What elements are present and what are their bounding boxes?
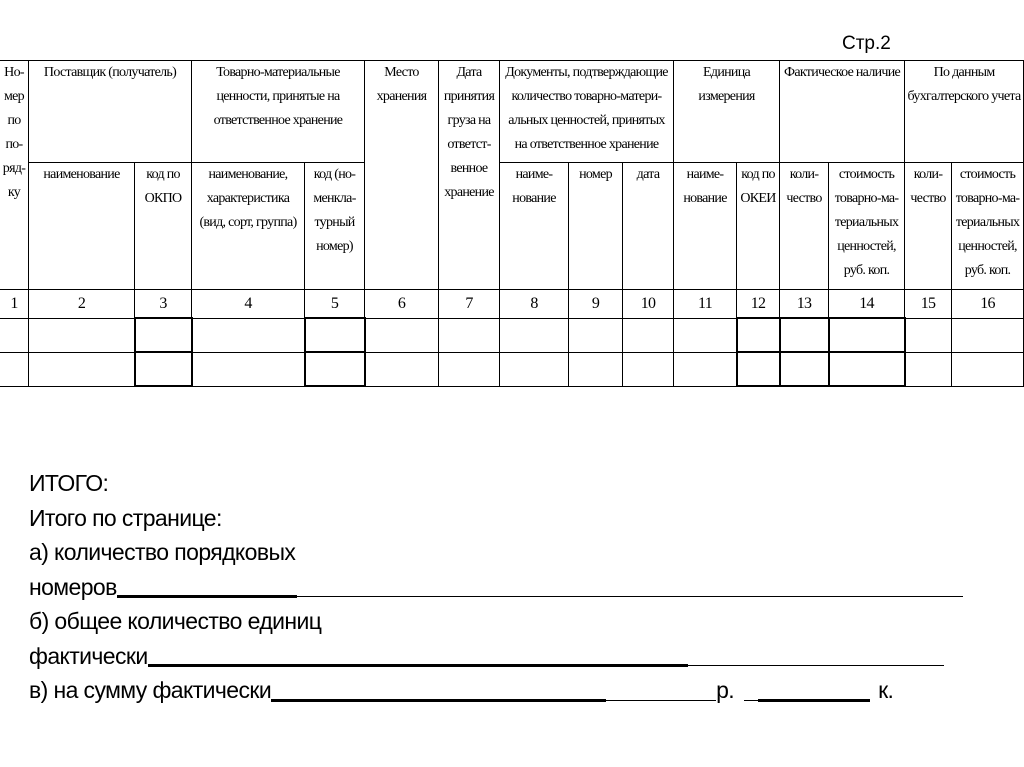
sum-line	[29, 673, 963, 708]
table-cell[interactable]	[905, 352, 952, 386]
table-cell[interactable]	[569, 318, 623, 352]
table-cell[interactable]	[29, 318, 135, 352]
table-cell[interactable]	[305, 318, 365, 352]
column-number: 10	[623, 290, 674, 319]
table-cell[interactable]	[780, 318, 829, 352]
kop-label: к.	[878, 677, 894, 703]
table-cell[interactable]	[135, 318, 192, 352]
page-number: Стр.2	[842, 33, 891, 54]
column-number: 1	[0, 290, 29, 319]
table-cell[interactable]	[500, 318, 569, 352]
sum-kop-field[interactable]	[758, 699, 870, 702]
table-cell[interactable]	[0, 352, 29, 386]
column-number: 15	[905, 290, 952, 319]
column-number: 2	[29, 290, 135, 319]
ordinal-count-label-2: номеров	[29, 573, 117, 600]
table-cell[interactable]	[439, 318, 500, 352]
column-number: 11	[674, 290, 737, 319]
column-number: 8	[500, 290, 569, 319]
header-num: Но-мер по по-ряд-ку	[0, 61, 29, 290]
table-cell[interactable]	[674, 352, 737, 386]
ordinal-count-field[interactable]	[117, 595, 297, 598]
header-unit: Единица измерения	[674, 61, 780, 163]
header-books: По данным бухгалтерского учета	[905, 61, 1024, 163]
column-number: 3	[135, 290, 192, 319]
sum-rub-field[interactable]	[271, 699, 606, 702]
table-cell[interactable]	[439, 352, 500, 386]
column-number: 16	[952, 290, 1024, 319]
column-number: 4	[192, 290, 305, 319]
column-number: 12	[737, 290, 780, 319]
table-cell[interactable]	[780, 352, 829, 386]
header-goods: Товарно-материальные ценности, принятые на ответственное хранение	[192, 61, 365, 163]
rub-label: р.	[716, 677, 735, 703]
header-books-qty: коли-чество	[905, 163, 952, 290]
table-cell[interactable]	[365, 352, 439, 386]
ordinal-count-field-ext[interactable]	[297, 596, 963, 597]
header-docs: Документы, подтверждающие количество товарно-матери-альных ценностей, принятых на ответственное хранение	[500, 61, 674, 163]
table-cell[interactable]	[569, 352, 623, 386]
inventory-form-table	[0, 60, 1024, 387]
column-number: 6	[365, 290, 439, 319]
table-cell[interactable]	[952, 318, 1024, 352]
ordinal-count-line	[29, 570, 963, 605]
sum-kop-field-start[interactable]	[744, 700, 758, 701]
table-cell[interactable]	[829, 352, 905, 386]
header-docs-name: наиме-нование	[500, 163, 569, 290]
column-number: 9	[569, 290, 623, 319]
table-cell[interactable]	[365, 318, 439, 352]
units-count-line	[29, 639, 963, 674]
table-cell[interactable]	[623, 352, 674, 386]
header-supplier-name: наименование	[29, 163, 135, 290]
column-number: 13	[780, 290, 829, 319]
table-row	[0, 352, 1024, 386]
units-count-label: б) общее количество единиц	[29, 608, 322, 634]
table-cell[interactable]	[0, 318, 29, 352]
header-books-cost: стоимость товарно-ма-териальных ценностей, руб. коп.	[952, 163, 1024, 290]
header-date: Дата принятия груза на ответст-венное хранение	[439, 61, 500, 290]
table-cell[interactable]	[623, 318, 674, 352]
column-number: 7	[439, 290, 500, 319]
table-cell[interactable]	[500, 352, 569, 386]
table-cell[interactable]	[305, 352, 365, 386]
page-total-label: Итого по странице:	[29, 504, 222, 531]
header-supplier-okpo: код по ОКПО	[135, 163, 192, 290]
header-actual-qty: коли-чество	[780, 163, 829, 290]
totals-title: ИТОГО:	[29, 470, 109, 496]
header-unit-name: наиме-нование	[674, 163, 737, 290]
table-cell[interactable]	[829, 318, 905, 352]
units-count-field[interactable]	[148, 664, 688, 667]
header-place: Место хранения	[365, 61, 439, 290]
header-docs-date: дата	[623, 163, 674, 290]
table-cell[interactable]	[737, 318, 780, 352]
header-actual-cost: стоимость товарно-ма-териальных ценностей, руб. коп.	[829, 163, 905, 290]
units-count-label-2: фактически	[29, 642, 148, 669]
table-cell[interactable]	[674, 318, 737, 352]
table-cell[interactable]	[192, 318, 305, 352]
header-goods-name: наименование, характеристика (вид, сорт, группа)	[192, 163, 305, 290]
table-cell[interactable]	[29, 352, 135, 386]
table-cell[interactable]	[905, 318, 952, 352]
header-supplier: Поставщик (получатель)	[29, 61, 192, 163]
column-number: 14	[829, 290, 905, 319]
header-actual: Фактическое наличие	[780, 61, 905, 163]
totals-section	[29, 466, 963, 708]
table-row	[0, 318, 1024, 352]
column-number: 5	[305, 290, 365, 319]
header-goods-code: код (но-менкла-турный номер)	[305, 163, 365, 290]
sum-rub-field-ext[interactable]	[606, 700, 716, 701]
table-cell[interactable]	[952, 352, 1024, 386]
column-numbers-row	[0, 290, 1024, 319]
header-unit-okei: код по ОКЕИ	[737, 163, 780, 290]
table-cell[interactable]	[192, 352, 305, 386]
ordinal-count-label: а) количество порядковых	[29, 539, 296, 565]
header-docs-number: номер	[569, 163, 623, 290]
table-cell[interactable]	[737, 352, 780, 386]
units-count-field-ext[interactable]	[688, 665, 944, 666]
sum-label: в) на сумму фактически	[29, 677, 272, 703]
table-cell[interactable]	[135, 352, 192, 386]
